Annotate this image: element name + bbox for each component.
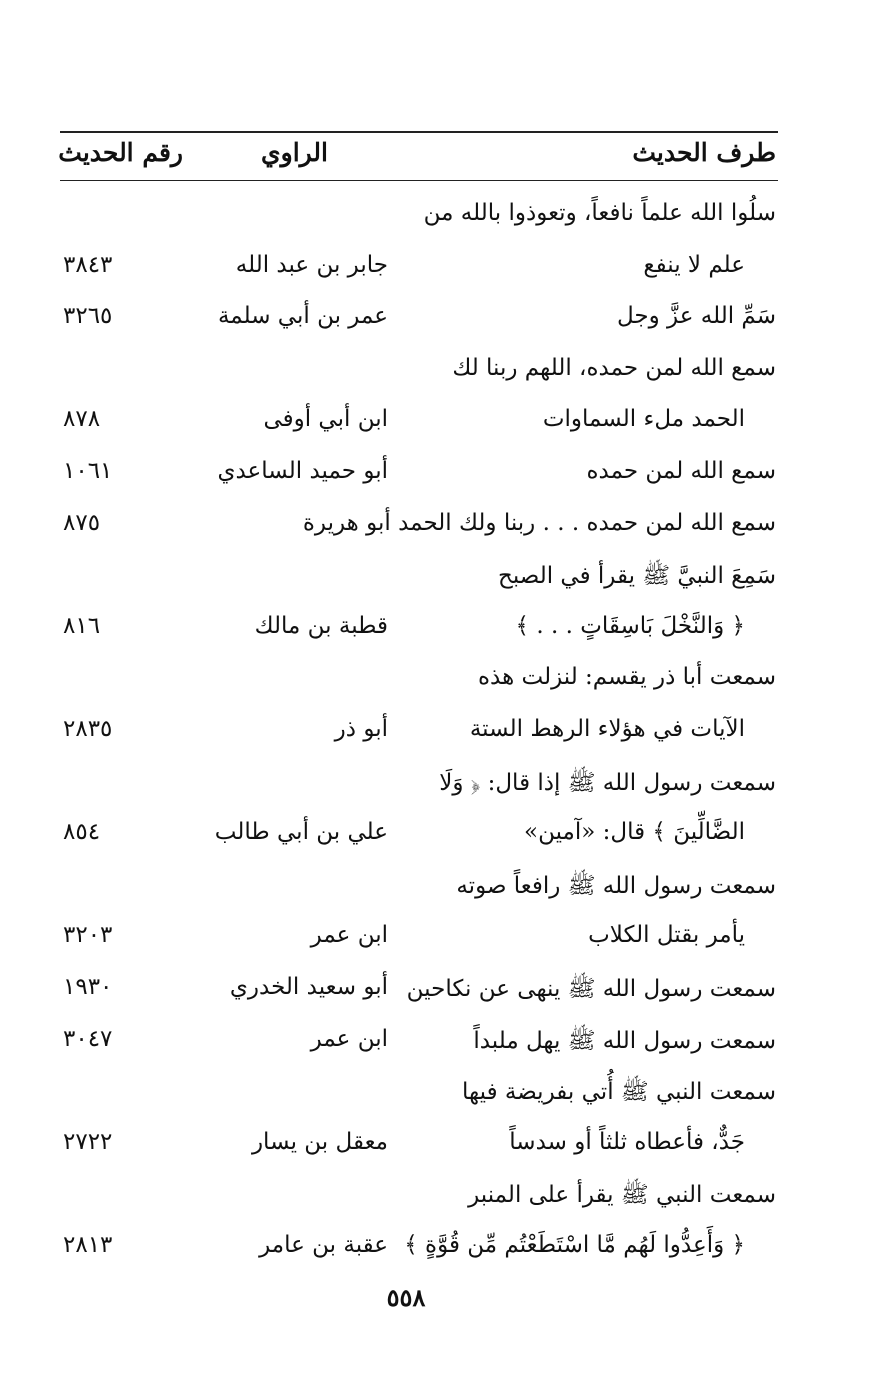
narrator-name: أبو سعيد الخدري	[229, 974, 388, 1000]
index-line	[0, 355, 873, 407]
hadith-text: سمعت أبا ذر يقسم: لنزلت هذه	[477, 664, 776, 691]
hadith-number: ٨٥٤	[63, 819, 101, 846]
narrator-name: أبو حميد الساعدي	[217, 458, 388, 484]
index-line	[0, 1026, 873, 1078]
hadith-number: ٨٧٥	[63, 509, 101, 536]
hadith-text: سمعت رسول الله ﷺ يهل ملبداً	[473, 1027, 776, 1054]
index-line	[0, 974, 873, 1026]
header-rule	[60, 180, 778, 181]
hadith-number: ١٩٣٠	[63, 974, 113, 1000]
index-line	[0, 1129, 873, 1181]
hadith-text: سمعت رسول الله ﷺ رافعاً صوته	[456, 872, 776, 899]
index-line	[0, 819, 873, 871]
narrator-name: عقبة بن عامر	[259, 1232, 388, 1258]
index-line	[0, 406, 873, 458]
index-line	[0, 1077, 873, 1129]
index-line	[0, 664, 873, 716]
index-line	[0, 303, 873, 355]
narrator-name: ابن عمر	[310, 922, 388, 949]
page-number: ٥٥٨	[386, 1283, 426, 1312]
index-line	[0, 922, 873, 974]
hadith-text: سَمِّ الله عزَّ وجل	[616, 303, 776, 330]
hadith-text: سمع الله لمن حمده . . . ربنا ولك الحمد أبو هريرة	[302, 509, 776, 536]
header-hadith: طرف الحديث	[632, 138, 776, 167]
header-narrator: الراوي	[261, 138, 328, 167]
hadith-number: ٣٢٦٥	[63, 303, 113, 330]
header-number: رقم الحديث	[58, 138, 183, 167]
hadith-number: ٢٨٣٥	[63, 716, 113, 742]
index-line	[0, 613, 873, 665]
hadith-text: سَمِعَ النبيَّ ﷺ يقرأ في الصبح	[497, 563, 776, 590]
hadith-number: ٣٢٠٣	[63, 922, 113, 949]
top-rule	[60, 131, 778, 133]
hadith-text: الحمد ملء السماوات	[542, 406, 745, 433]
index-line	[0, 1232, 873, 1284]
hadith-text: سلُوا الله علماً نافعاً، وتعوذوا بالله من	[423, 200, 776, 226]
hadith-text: سمعت رسول الله ﷺ ينهى عن نكاحين	[406, 976, 776, 1002]
narrator-name: معقل بن يسار	[251, 1128, 388, 1155]
hadith-number: ٨٧٨	[63, 406, 101, 433]
hadith-text: سمع الله لمن حمده	[586, 458, 776, 484]
hadith-number: ٢٧٢٢	[63, 1128, 113, 1155]
hadith-number: ٣٠٤٧	[63, 1025, 113, 1052]
hadith-text: ﴿ وَأَعِدُّوا لَهُم مَّا اسْتَطَعْتُم مِّن قُوَّةٍ ﴾	[404, 1232, 745, 1258]
hadith-text: الآيات في هؤلاء الرهط الستة	[469, 716, 745, 742]
index-line	[0, 200, 873, 252]
hadith-text: سمعت النبي ﷺ يقرأ على المنبر	[468, 1182, 776, 1209]
index-line	[0, 768, 873, 820]
narrator-name: أبو ذر	[334, 716, 388, 742]
hadith-number: ١٠٦١	[63, 458, 113, 484]
narrator-name: قطبة بن مالك	[254, 612, 388, 639]
index-line	[0, 458, 873, 510]
index-line	[0, 1180, 873, 1232]
hadith-text: الضَّالِّينَ ﴾ قال: «آمين»	[524, 819, 745, 846]
index-line	[0, 252, 873, 304]
narrator-name: ابن عمر	[310, 1025, 388, 1052]
hadith-text: جَدٌّ، فأعطاه ثلثاً أو سدساً	[509, 1128, 745, 1155]
narrator-name: جابر بن عبد الله	[235, 251, 388, 278]
index-line	[0, 871, 873, 923]
index-line	[0, 561, 873, 613]
narrator-name: عمر بن أبي سلمة	[217, 303, 388, 330]
hadith-text: سمع الله لمن حمده، اللهم ربنا لك	[452, 354, 776, 381]
hadith-text: ﴿ وَالنَّخْلَ بَاسِقَاتٍ . . . ﴾	[515, 612, 745, 639]
hadith-text: سمعت النبي ﷺ أُتي بفريضة فيها	[462, 1079, 776, 1106]
hadith-text: يأمر بقتل الكلاب	[588, 922, 745, 949]
index-line	[0, 716, 873, 768]
narrator-name: ابن أبي أوفى	[263, 406, 388, 433]
index-line	[0, 510, 873, 562]
hadith-number: ٢٨١٣	[63, 1232, 113, 1258]
hadith-text: علم لا ينفع	[643, 251, 745, 278]
hadith-number: ٨١٦	[63, 612, 101, 639]
narrator-name: علي بن أبي طالب	[214, 819, 388, 846]
hadith-number: ٣٨٤٣	[63, 251, 113, 278]
hadith-text: سمعت رسول الله ﷺ إذا قال: ﴿ وَلَا	[439, 769, 776, 796]
